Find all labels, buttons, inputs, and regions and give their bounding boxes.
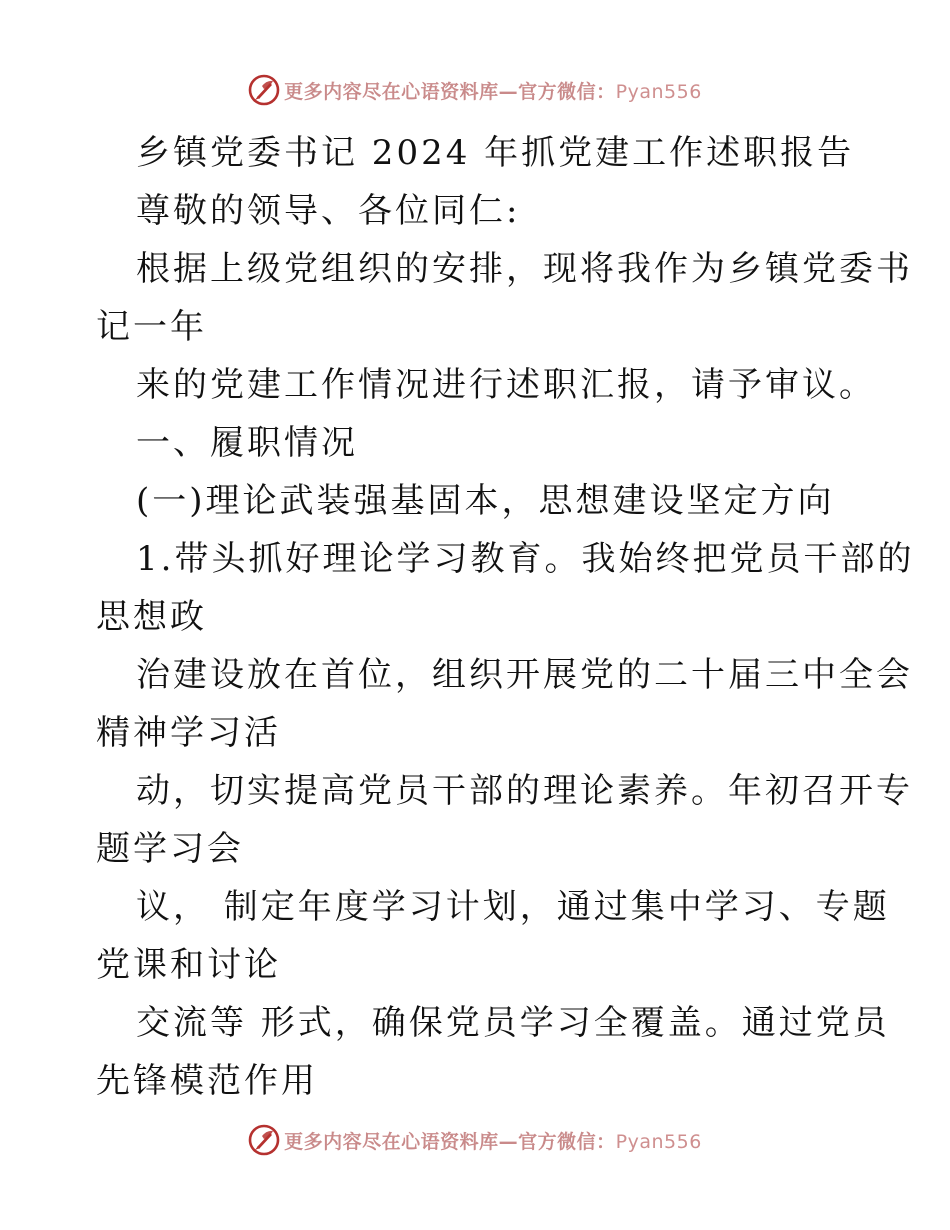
paragraph-line: 乡镇党委书记 2024 年抓党建工作述职报告 [136,133,855,173]
paragraph-line: 党课和讨论 [96,945,281,985]
feather-pen-logo-icon [248,74,280,106]
watermark-text: 更多内容尽在心语资料库—官方微信：Pyan556 [284,80,702,103]
header-watermark-banner [0,70,950,110]
paragraph-line: 来的党建工作情况进行述职汇报，请予审议。 [136,365,876,405]
watermark-text: 更多内容尽在心语资料库—官方微信：Pyan556 [284,1130,702,1153]
paragraph-line: 思想政 [96,597,207,637]
paragraph-line: (一)理论武装强基固本，思想建设坚定方向 [136,481,835,521]
feather-pen-logo-icon [248,1124,280,1156]
paragraph-line: 记一年 [96,307,207,347]
paragraph-line: 一、履职情况 [136,423,358,463]
document-body [96,124,915,1110]
paragraph-line: 精神学习活 [96,713,281,753]
paragraph-line: 动，切实提高党员干部的理论素养。年初召开专 [136,771,913,811]
paragraph-line: 治建设放在首位，组织开展党的二十届三中全会 [136,655,913,695]
paragraph-line: 交流等 形式，确保党员学习全覆盖。通过党员 [136,1003,890,1043]
paragraph-line: 题学习会 [96,829,244,869]
paragraph-line: 尊敬的领导、各位同仁: [136,191,521,231]
paragraph-line: 1.带头抓好理论学习教育。我始终把党员干部的 [136,539,915,579]
paragraph-line: 根据上级党组织的安排，现将我作为乡镇党委书 [136,249,913,289]
paragraph-line: 先锋模范作用 [96,1061,318,1101]
paragraph-line: 议， 制定年度学习计划，通过集中学习、专题 [136,887,890,927]
footer-watermark-banner [0,1120,950,1160]
